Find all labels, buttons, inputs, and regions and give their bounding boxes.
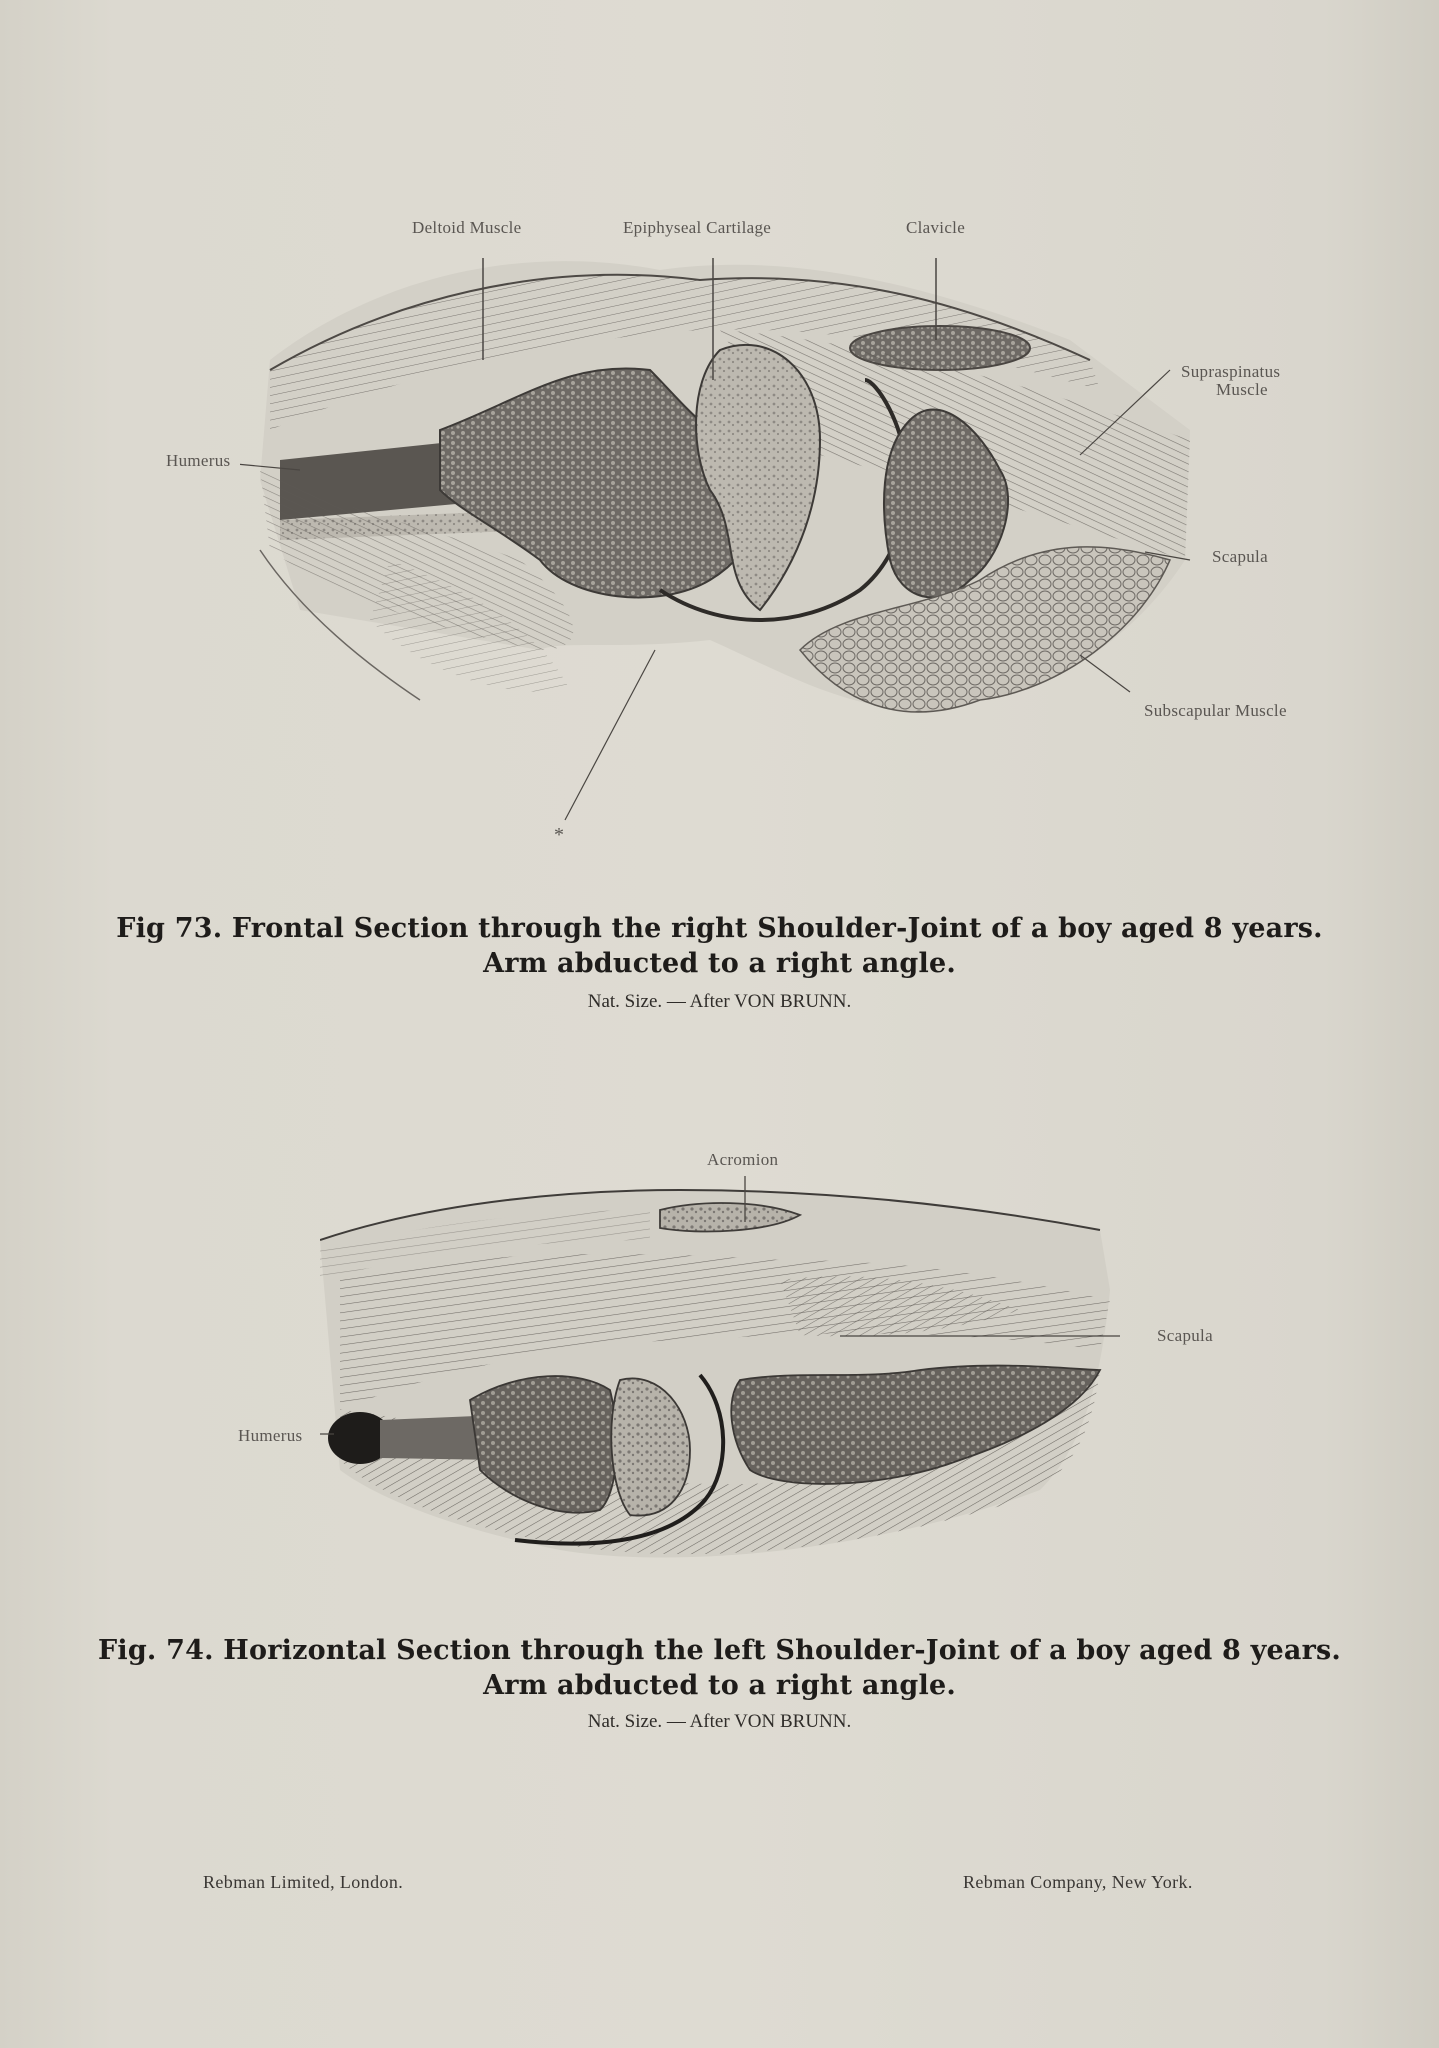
label-supraspinatus: Supraspinatus xyxy=(1181,362,1281,381)
label-supraspinatus-muscle: Muscle xyxy=(1216,380,1268,399)
footer-publisher-london: Rebman Limited, London. xyxy=(203,1872,404,1892)
figure-73-caption-line1: Fig 73. Frontal Section through the right Shoulder-Joint of a boy aged 8 years. xyxy=(116,913,1323,944)
label-acromion: Acromion xyxy=(707,1150,779,1169)
label-scapula-74: Scapula xyxy=(1157,1326,1213,1345)
label-subscapular-muscle: Subscapular Muscle xyxy=(1144,701,1287,720)
label-clavicle: Clavicle xyxy=(906,218,966,237)
label-scapula-73: Scapula xyxy=(1212,547,1268,566)
figure-74-caption-sub: Nat. Size. — After VON BRUNN. xyxy=(587,1711,852,1732)
label-humerus-73: Humerus xyxy=(166,451,231,470)
label-epiphyseal-cartilage: Epiphyseal Cartilage xyxy=(623,218,772,237)
label-asterisk: * xyxy=(554,824,565,846)
footer-publisher-new-york: Rebman Company, New York. xyxy=(963,1872,1193,1892)
figure-74-caption-line1: Fig. 74. Horizontal Section through the left Shoulder-Joint of a boy aged 8 years. xyxy=(98,1635,1341,1666)
label-humerus-74: Humerus xyxy=(238,1426,303,1445)
figure-73-caption-sub: Nat. Size. — After VON BRUNN. xyxy=(587,991,852,1012)
figure-73-illustration xyxy=(240,230,1220,870)
figure-74-illustration xyxy=(320,1170,1120,1570)
figure-73-caption-line2: Arm abducted to a right angle. xyxy=(483,948,956,979)
label-deltoid-muscle: Deltoid Muscle xyxy=(412,218,522,237)
figure-74-caption-line2: Arm abducted to a right angle. xyxy=(483,1670,956,1701)
